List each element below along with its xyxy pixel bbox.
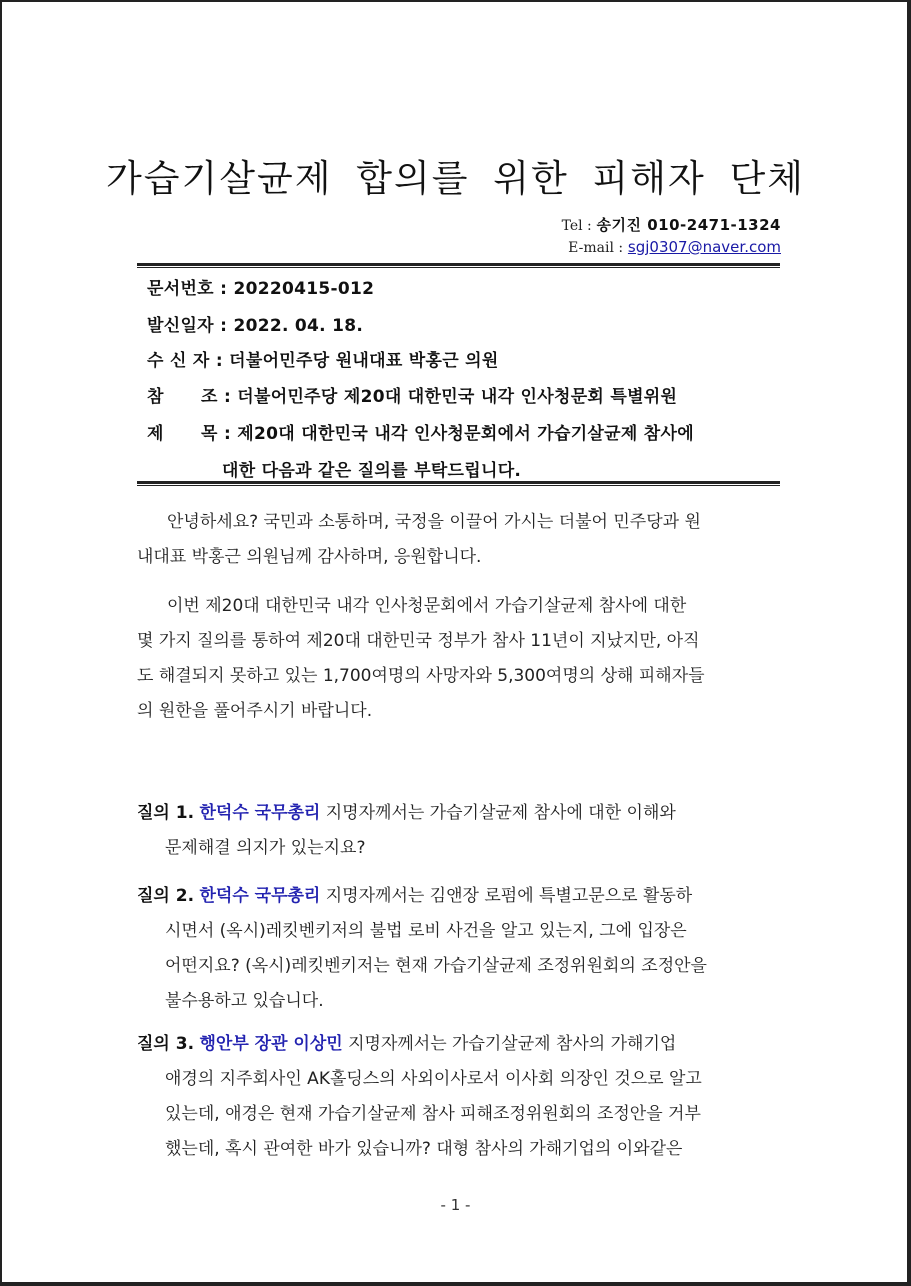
question-2-line-4: 불수용하고 있습니다. xyxy=(165,991,324,1011)
header-rule xyxy=(137,263,780,268)
recipient-label: 수 신 자 : xyxy=(147,351,223,371)
reference-label: 참 조 : xyxy=(147,387,232,407)
reference-row xyxy=(147,382,677,407)
doc-number-value: 20220415-012 xyxy=(233,279,375,299)
document-title: 가습기살균제 합의를 위한 피해자 단체 xyxy=(106,157,805,200)
question-2 xyxy=(137,879,780,1019)
greeting-line-1: 안녕하세요? 국민과 소통하며, 국정을 이끌어 가시는 더불어 민주당과 원 xyxy=(167,512,701,532)
question-2-line-3: 어떤지요? (옥시)레킷벤키저는 현재 가습기살균제 조정위원회의 조정안을 xyxy=(165,956,707,976)
question-3-line-3: 있는데, 애경은 현재 가습기살균제 참사 피해조정위원회의 조정안을 거부 xyxy=(165,1104,701,1124)
subject-line-1: 제20대 대한민국 내각 인사청문회에서 가습기살균제 참사에 xyxy=(237,424,694,444)
send-date-row xyxy=(147,311,363,336)
question-2-line-2: 시면서 (옥시)레킷벤키저의 불법 로비 사건을 알고 있는지, 그에 입장은 xyxy=(165,921,687,941)
request-line-2: 몇 가지 질의를 통하여 제20대 대한민국 정부가 참사 11년이 지났지만, 아직 xyxy=(137,631,700,651)
request-line-4: 의 원한을 풀어주시기 바랍니다. xyxy=(137,701,373,721)
question-1 xyxy=(137,796,780,866)
tel-value: 송기진 010-2471-1324 xyxy=(596,216,781,234)
question-1-subject: 한덕수 국무총리 xyxy=(199,803,321,823)
subject-row xyxy=(147,419,694,444)
question-3-number: 질의 3. xyxy=(137,1034,195,1054)
request-line-3: 도 해결되지 못하고 있는 1,700여명의 사망자와 5,300여명의 상해 피해자들 xyxy=(137,666,705,686)
question-3-line-4: 했는데, 혹시 관여한 바가 있습니까? 대형 참사의 가해기업의 이와같은 xyxy=(165,1139,683,1159)
request-paragraph xyxy=(137,589,780,729)
question-1-number: 질의 1. xyxy=(137,803,195,823)
subject-label: 제 목 : xyxy=(147,424,232,444)
recipient-row xyxy=(147,346,499,371)
question-2-number: 질의 2. xyxy=(137,886,195,906)
page-number: - 1 - xyxy=(440,1196,471,1214)
email-link[interactable]: sgj0307@naver.com xyxy=(627,238,781,256)
doc-number-row xyxy=(147,274,374,299)
tel-label: Tel : xyxy=(561,218,592,234)
question-1-line-2: 문제해결 의지가 있는지요? xyxy=(165,838,366,858)
recipient-value: 더불어민주당 원내대표 박홍근 의원 xyxy=(229,351,499,371)
subject-row-continued xyxy=(222,456,521,481)
subject-line-2: 대한 다음과 같은 질의를 부탁드립니다. xyxy=(222,461,522,481)
question-2-subject: 한덕수 국무총리 xyxy=(199,886,321,906)
question-3-line-1: 지명자께서는 가습기살균제 참사의 가해기업 xyxy=(348,1034,677,1054)
send-date-value: 2022. 04. 18. xyxy=(233,316,364,336)
send-date-label: 발신일자 : xyxy=(147,316,228,336)
question-3-subject: 행안부 장관 이상민 xyxy=(199,1034,343,1054)
question-1-line-1: 지명자께서는 가습기살균제 참사에 대한 이해와 xyxy=(325,803,676,823)
greeting-paragraph xyxy=(137,505,780,575)
request-line-1: 이번 제20대 대한민국 내각 인사청문회에서 가습기살균제 참사에 대한 xyxy=(167,596,687,616)
greeting-line-2: 내대표 박홍근 의원님께 감사하며, 응원합니다. xyxy=(137,547,482,567)
contact-tel xyxy=(562,214,781,235)
email-label: E-mail : xyxy=(568,240,624,256)
question-3-line-2: 애경의 지주회사인 AK홀딩스의 사외이사로서 이사회 의장인 것으로 알고 xyxy=(165,1069,702,1089)
contact-email xyxy=(568,238,781,256)
meta-rule xyxy=(137,481,780,486)
reference-value: 더불어민주당 제20대 대한민국 내각 인사청문회 특별위원 xyxy=(237,387,678,407)
question-2-line-1: 지명자께서는 김앤장 로펌에 특별고문으로 활동하 xyxy=(325,886,693,906)
doc-number-label: 문서번호 : xyxy=(147,279,228,299)
question-3 xyxy=(137,1027,780,1167)
